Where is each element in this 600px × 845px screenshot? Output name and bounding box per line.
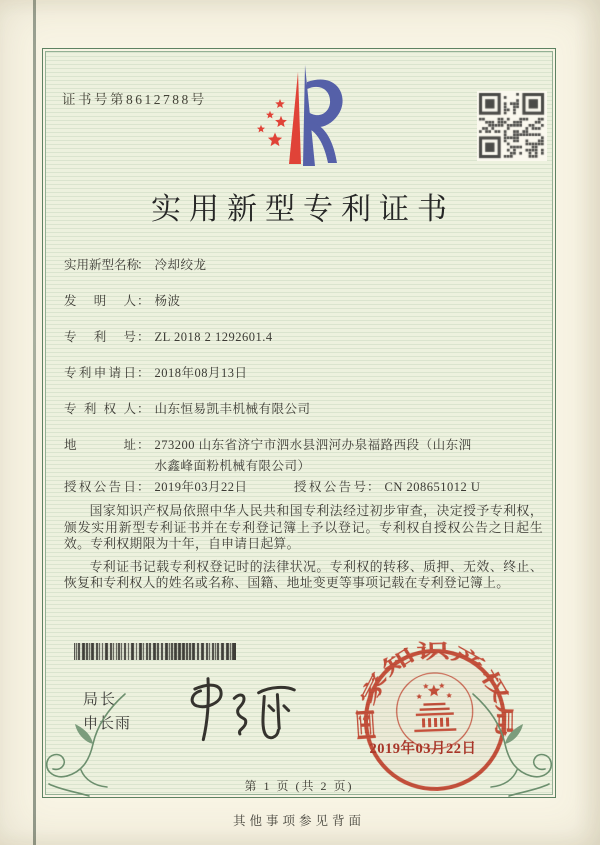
field-grant-row — [64, 477, 481, 497]
field-value: ZL 2018 2 1292601.4 — [154, 330, 273, 344]
field-colon: ： — [137, 258, 150, 272]
field-label: 实用新型名称 — [64, 258, 140, 272]
grant-number-group — [294, 477, 480, 497]
field-filing-date — [64, 363, 248, 383]
field-colon: ： — [137, 366, 150, 380]
director-title: 局长 — [83, 691, 118, 708]
address-line: 273200 山东省济宁市泗水县泗河办泉福路西段（山东泗 — [154, 438, 472, 452]
field-colon: ： — [137, 330, 150, 344]
field-label: 专利申请日 — [64, 366, 136, 380]
legal-text — [64, 503, 543, 598]
logo-stars — [257, 99, 287, 146]
field-patent-number — [64, 327, 273, 347]
field-value: 杨波 — [154, 294, 181, 308]
field-colon: ： — [137, 402, 150, 416]
address-lines — [155, 435, 472, 477]
director-name: 申长雨 — [83, 715, 132, 732]
field-utility-model-name — [64, 255, 207, 275]
field-value: 冷却绞龙 — [154, 258, 207, 272]
legal-paragraph: 专利证书记载专利权登记时的法律状况。专利权的转移、质押、无效、终止、恢复和专利权人的姓名或名称、国籍、地址变更等事项记载在专利登记簿上。 — [64, 559, 543, 590]
qr-code — [477, 91, 547, 161]
field-address — [64, 435, 472, 477]
corner-ornament-left — [37, 692, 132, 797]
field-patentee — [64, 399, 311, 419]
field-value: 2018年08月13日 — [154, 366, 248, 380]
certificate-number: 证书号第8612788号 — [62, 92, 207, 107]
scan-artifact-line — [33, 0, 36, 845]
field-colon: ： — [137, 294, 150, 308]
grant-number-value: CN 208651012 U — [384, 480, 481, 494]
field-inventor — [64, 291, 181, 311]
certificate-title: 实用新型专利证书 — [151, 193, 455, 226]
field-value: 山东恒易凯丰机械有限公司 — [154, 402, 311, 416]
field-colon: ： — [137, 480, 150, 494]
field-colon: ： — [137, 438, 150, 452]
seal-org-text: 国家知识产权局 — [355, 641, 515, 742]
grant-date-group — [64, 480, 248, 494]
field-label: 发明人 — [64, 294, 136, 308]
field-label: 授权公告号 — [294, 480, 366, 494]
field-label: 授权公告日 — [64, 480, 136, 494]
grant-date-value: 2019年03月22日 — [154, 480, 248, 494]
director-signature — [168, 674, 308, 749]
cnipa-logo-icon — [250, 62, 352, 174]
field-colon: ： — [367, 480, 380, 494]
field-label: 专利权人 — [64, 402, 136, 416]
seal-date: 2019年03月22日 — [369, 741, 477, 757]
field-label: 专利号 — [64, 330, 136, 344]
address-line: 水鑫峰面粉机械有限公司） — [154, 459, 311, 473]
barcode — [74, 643, 236, 660]
page-number: 第 1 页 (共 2 页) — [244, 779, 354, 793]
legal-paragraph: 国家知识产权局依照中华人民共和国专利法经过初步审查，决定授予专利权，颁发实用新型专利证书并在专利登记簿上予以登记。专利权自授权公告之日起生效。专利权期限为十年，自申请日起算。 — [64, 504, 543, 551]
field-label: 地址 — [64, 438, 136, 452]
back-side-note: 其他事项参见背面 — [232, 814, 365, 828]
